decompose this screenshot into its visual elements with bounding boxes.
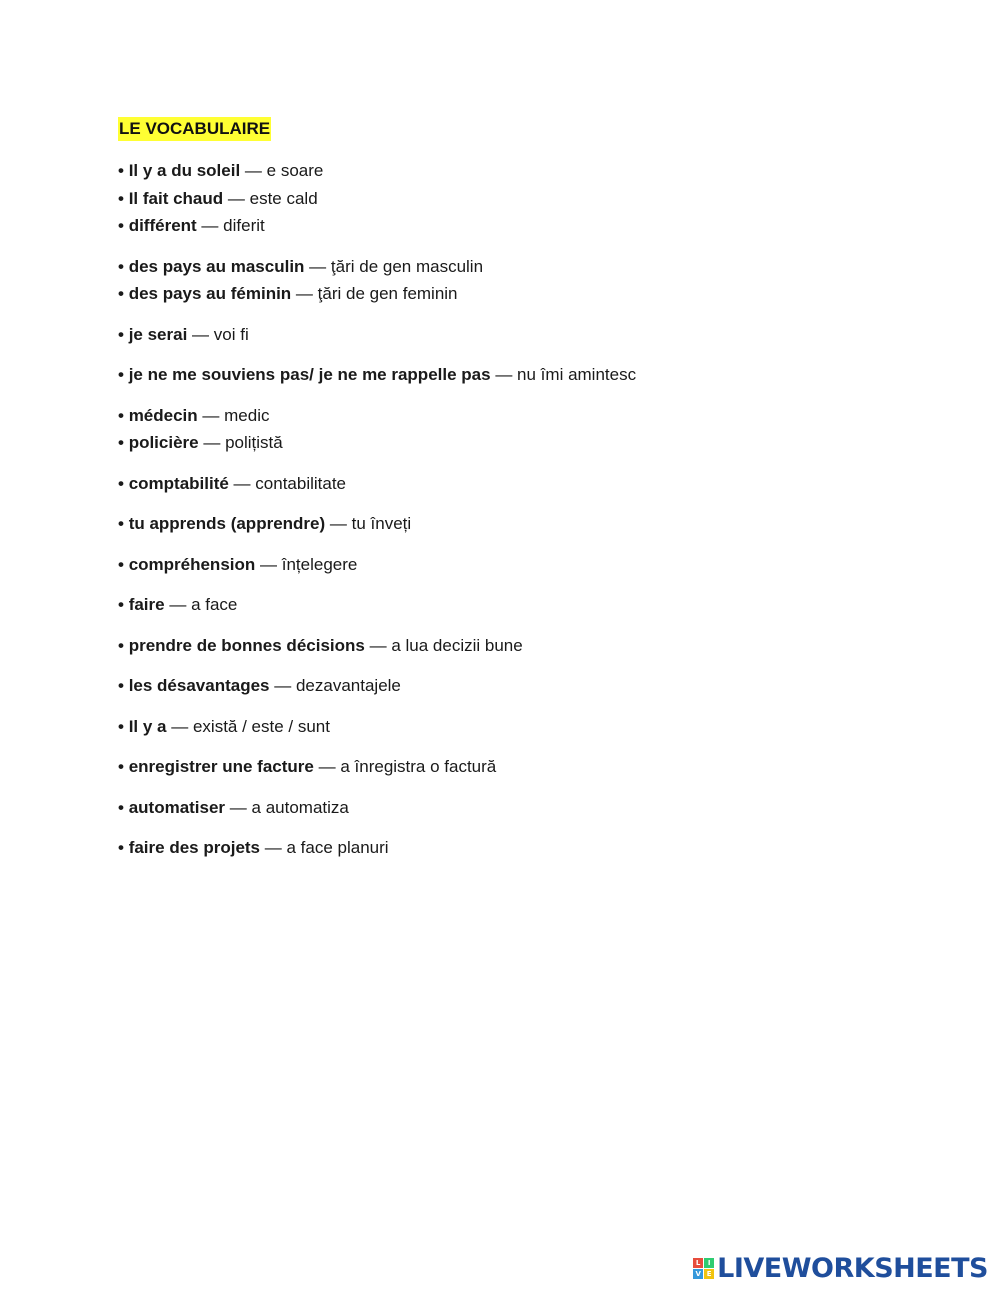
logo-block: E [704,1269,714,1279]
vocab-group [118,591,636,619]
vocab-item [118,280,636,308]
vocab-term: je ne me souviens pas/ je ne me rappelle pas [128,365,491,384]
separator: — [329,514,347,533]
vocab-group [118,510,636,538]
bullet-icon: • [118,365,124,384]
vocab-term: Il y a du soleil [128,161,241,180]
separator: — [202,405,220,425]
vocab-translation: e soare [266,161,324,180]
vocab-term: faire [128,595,165,614]
vocab-item [118,470,636,498]
vocab-group [118,753,636,781]
vocab-item [118,361,636,389]
bullet-icon: • [118,635,124,655]
vocab-group [118,402,636,457]
page-title: LE VOCABULAIRE [118,117,271,141]
vocab-group [118,321,636,349]
bullet-icon: • [118,284,124,303]
vocab-group [118,794,636,822]
vocab-term: les désavantages [128,676,270,695]
logo-block: I [704,1258,714,1268]
vocab-group [118,551,636,579]
bullet-icon: • [118,838,124,857]
vocab-term: différent [128,216,197,235]
vocab-term: faire des projets [128,838,261,857]
logo-text: LIVEWORKSHEETS [717,1253,988,1284]
vocab-group [118,632,636,660]
vocab-translation: ţări de gen masculin [330,256,484,276]
bullet-icon: • [118,256,124,276]
bullet-icon: • [118,595,124,614]
bullet-icon: • [118,554,124,574]
vocab-term: enregistrer une facture [128,757,314,776]
vocab-term: Il y a [128,716,167,736]
liveworksheets-logo[interactable] [693,1253,988,1284]
vocab-item [118,632,636,660]
vocab-term: policière [128,433,199,452]
vocab-translation: a face planuri [286,838,389,857]
separator: — [203,433,221,452]
vocab-translation: a automatiza [251,797,349,817]
bullet-icon: • [118,405,124,425]
bullet-icon: • [118,433,124,452]
vocab-term: médecin [128,405,198,425]
vocab-item [118,402,636,430]
vocab-translation: contabilitate [255,473,347,493]
separator: — [192,324,210,344]
vocab-translation: tu înveți [351,514,412,533]
logo-block: L [693,1258,703,1268]
separator: — [244,161,262,180]
vocab-translation: este cald [249,188,318,208]
logo-blocks-icon [693,1258,714,1279]
vocab-translation: înțelegere [281,554,358,574]
bullet-icon: • [118,757,124,776]
separator: — [233,473,251,493]
bullet-icon: • [118,161,124,180]
bullet-icon: • [118,216,124,235]
vocab-term: Il fait chaud [128,188,224,208]
vocab-item [118,185,636,213]
separator: — [295,284,313,303]
vocab-item [118,713,636,741]
vocab-item [118,212,636,240]
vocabulary-list [118,157,636,875]
vocab-translation: ţări de gen feminin [317,284,458,303]
vocab-translation: medic [224,405,270,425]
separator: — [369,635,387,655]
vocab-item [118,794,636,822]
vocab-translation: polițistă [225,433,283,452]
vocab-group [118,834,636,862]
vocab-translation: nu îmi amintesc [517,365,637,384]
bullet-icon: • [118,514,124,533]
vocab-term: des pays au masculin [128,256,305,276]
vocab-group [118,253,636,308]
vocab-item [118,834,636,862]
separator: — [201,216,219,235]
separator: — [260,554,278,574]
vocab-term: je serai [128,324,188,344]
vocab-term: des pays au féminin [128,284,292,303]
bullet-icon: • [118,473,124,493]
separator: — [169,595,187,614]
vocab-translation: a face [191,595,238,614]
vocab-item [118,672,636,700]
vocab-item [118,321,636,349]
vocab-group [118,470,636,498]
bullet-icon: • [118,676,124,695]
logo-block: V [693,1269,703,1279]
vocab-term: prendre de bonnes décisions [128,635,365,655]
vocab-item [118,157,636,185]
separator: — [229,797,247,817]
vocab-term: tu apprends (apprendre) [128,514,326,533]
vocab-translation: a lua decizii bune [391,635,523,655]
vocab-group [118,361,636,389]
vocab-translation: diferit [223,216,265,235]
vocab-group [118,157,636,240]
separator: — [274,676,292,695]
vocab-term: comptabilité [128,473,229,493]
separator: — [495,365,513,384]
vocab-item [118,591,636,619]
separator: — [264,838,282,857]
vocab-translation: există / este / sunt [192,716,330,736]
vocab-translation: a înregistra o factură [340,757,497,776]
bullet-icon: • [118,324,124,344]
bullet-icon: • [118,188,124,208]
separator: — [309,256,327,276]
vocab-item [118,753,636,781]
vocab-group [118,672,636,700]
bullet-icon: • [118,716,124,736]
vocab-translation: voi fi [213,324,249,344]
vocab-item [118,429,636,457]
vocab-term: automatiser [128,797,226,817]
vocab-item [118,510,636,538]
separator: — [318,757,336,776]
vocab-item [118,551,636,579]
vocab-item [118,253,636,281]
vocab-term: compréhension [128,554,256,574]
vocab-translation: dezavantajele [295,676,401,695]
bullet-icon: • [118,797,124,817]
vocab-group [118,713,636,741]
separator: — [171,716,189,736]
separator: — [227,188,245,208]
